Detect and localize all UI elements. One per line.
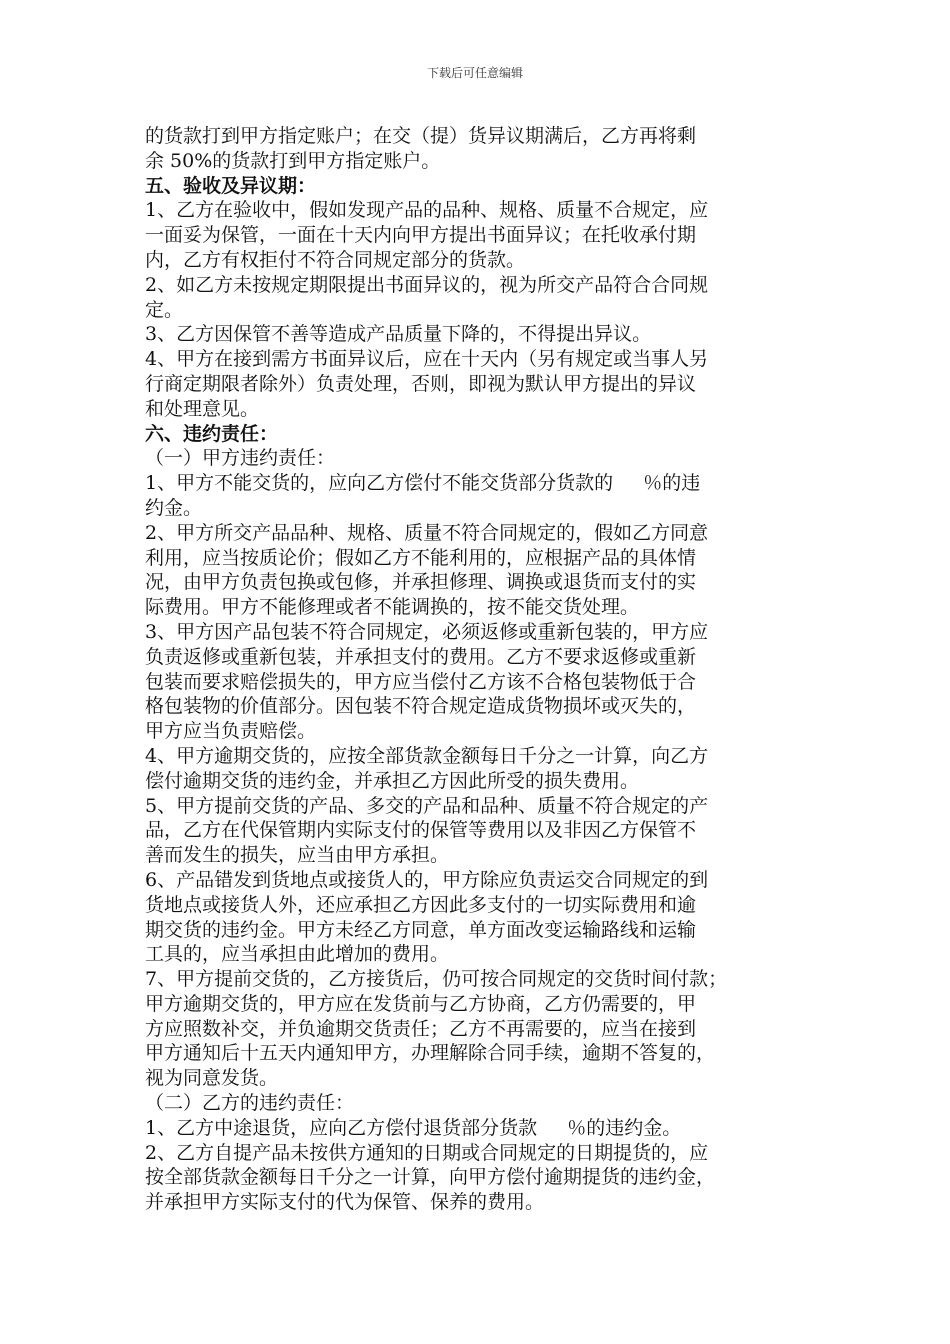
text-line: 况，由甲方负责包换或包修，并承担修理、调换或退货而支付的实 bbox=[145, 571, 697, 594]
text-line: 1、乙方中途退货，应向乙方偿付退货部分货款 ％的违约金。 bbox=[145, 1116, 682, 1139]
text-line: 行商定期限者除外）负责处理，否则，即视为默认甲方提出的异议 bbox=[145, 372, 697, 395]
text-line: 际费用。甲方不能修理或者不能调换的，按不能交货处理。 bbox=[145, 596, 640, 619]
text-line: 按全部货款金额每日千分之一计算，向甲方偿付逾期提货的违约金， bbox=[145, 1166, 716, 1189]
text-line: 2、乙方自提产品未按供方通知的日期或合同规定的日期提货的，应 bbox=[145, 1141, 709, 1164]
text-line: 2、如乙方未按规定期限提出书面异议的，视为所交产品符合合同规 bbox=[145, 273, 709, 296]
text-line: 货地点或接货人外，还应承担乙方因此多支付的一切实际费用和逾 bbox=[145, 893, 697, 916]
text-line: 1、乙方在验收中，假如发现产品的品种、规格、质量不合规定，应 bbox=[145, 199, 709, 222]
text-line: （一）甲方违约责任： bbox=[145, 447, 336, 470]
text-line: 2、甲方所交产品品种、规格、质量不符合同规定的，假如乙方同意 bbox=[145, 521, 709, 544]
text-line: 工具的，应当承担由此增加的费用。 bbox=[145, 943, 450, 966]
text-line: 内，乙方有权拒付不符合同规定部分的货款。 bbox=[145, 248, 526, 271]
section-heading: 六、违约责任： bbox=[145, 422, 279, 445]
text-line: 方应照数补交，并负逾期交货责任；乙方不再需要的，应当在接到 bbox=[145, 1017, 697, 1040]
text-line: 格包装物的价值部分。因包装不符合规定造成货物损坏或灭失的， bbox=[145, 695, 697, 718]
text-line: 偿付逾期交货的违约金，并承担乙方因此所受的损失费用。 bbox=[145, 769, 640, 792]
text-line: 约金。 bbox=[145, 496, 203, 519]
section-heading: 五、验收及异议期： bbox=[145, 174, 317, 197]
text-line: （二）乙方的违约责任： bbox=[145, 1092, 355, 1115]
text-line: 一面妥为保管，一面在十天内向甲方提出书面异议；在托收承付期 bbox=[145, 224, 697, 247]
text-line: 6、产品错发到货地点或接货人的，甲方除应负责运交合同规定的到 bbox=[145, 868, 709, 891]
text-line: 3、甲方因产品包装不符合同规定，必须返修或重新包装的，甲方应 bbox=[145, 620, 709, 643]
text-line: 甲方应当负责赔偿。 bbox=[145, 720, 317, 743]
text-line: 期交货的违约金。甲方未经乙方同意，单方面改变运输路线和运输 bbox=[145, 918, 697, 941]
text-line: 5、甲方提前交货的产品、多交的产品和品种、质量不符合规定的产 bbox=[145, 794, 709, 817]
text-line: 善而发生的损失，应当由甲方承担。 bbox=[145, 844, 450, 867]
text-line: 甲方逾期交货的，甲方应在发货前与乙方协商，乙方仍需要的，甲 bbox=[145, 992, 697, 1015]
text-line: 4、甲方在接到需方书面异议后，应在十天内（另有规定或当事人另 bbox=[145, 348, 709, 371]
text-line: 余 50%的货款打到甲方指定账户。 bbox=[145, 149, 441, 172]
text-line: 的货款打到甲方指定账户；在交（提）货异议期满后，乙方再将剩 bbox=[145, 125, 697, 147]
text-line: 4、甲方逾期交货的，应按全部货款金额每日千分之一计算，向乙方 bbox=[145, 744, 709, 767]
page-header: 下载后可任意编辑 bbox=[426, 66, 523, 80]
text-line: 定。 bbox=[145, 298, 184, 321]
text-line: 负责返修或重新包装，并承担支付的费用。乙方不要求返修或重新 bbox=[145, 645, 697, 668]
text-line: 和处理意见。 bbox=[145, 397, 260, 420]
text-line: 7、甲方提前交货的，乙方接货后，仍可按合同规定的交货时间付款； bbox=[145, 968, 728, 991]
text-line: 利用，应当按质论价；假如乙方不能利用的，应根据产品的具体情 bbox=[145, 546, 697, 569]
document-body bbox=[145, 124, 810, 1215]
text-line: 品，乙方在代保管期内实际支付的保管等费用以及非因乙方保管不 bbox=[145, 819, 697, 842]
text-line: 3、乙方因保管不善等造成产品质量下降的，不得提出异议。 bbox=[145, 323, 652, 346]
text-line: 包装而要求赔偿损失的，甲方应当偿付乙方该不合格包装物低于合 bbox=[145, 670, 697, 693]
text-line: 视为同意发货。 bbox=[145, 1067, 279, 1090]
text-line: 并承担甲方实际支付的代为保管、保养的费用。 bbox=[145, 1191, 545, 1214]
text-line: 甲方通知后十五天内通知甲方，办理解除合同手续，逾期不答复的， bbox=[145, 1042, 716, 1065]
text-line: 1、甲方不能交货的，应向乙方偿付不能交货部分货款的 ％的违 bbox=[145, 472, 701, 495]
